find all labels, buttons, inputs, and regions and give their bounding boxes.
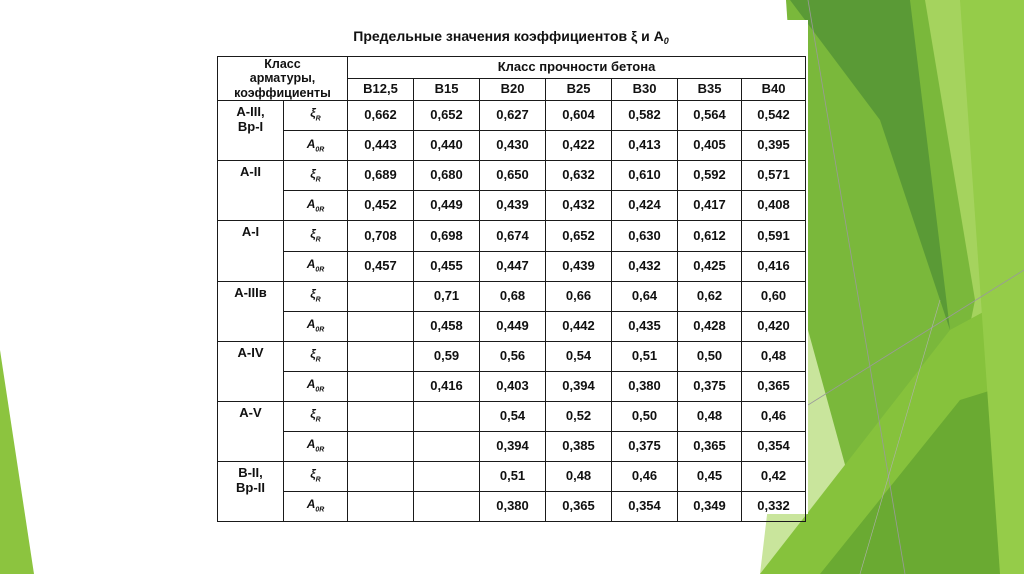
value-cell: 0,365	[678, 431, 742, 461]
reinforcement-class-label: A-IIIв	[234, 284, 267, 300]
header-left-line: Класс	[264, 57, 301, 71]
value-cell	[414, 431, 480, 461]
coef-xi-label-symbol: ξ	[310, 467, 316, 482]
value-cell: 0,332	[742, 492, 806, 522]
reinforcement-class-cell	[218, 101, 284, 161]
coef-xi-label-symbol: ξ	[310, 286, 316, 301]
value-cell: 0,48	[546, 462, 612, 492]
value-cell: 0,420	[742, 311, 806, 341]
table-row	[218, 101, 806, 131]
value-cell: 0,365	[546, 492, 612, 522]
coef-a-label-symbol: A	[306, 256, 316, 271]
coef-xi-label-subscript: R	[315, 236, 321, 244]
table-row	[218, 131, 806, 161]
table-row	[218, 251, 806, 281]
value-cell	[348, 371, 414, 401]
value-cell: 0,60	[742, 281, 806, 311]
concrete-class-header: B15	[414, 79, 480, 101]
reinforcement-class-label: A-II	[240, 164, 261, 180]
value-cell: 0,630	[612, 221, 678, 251]
value-cell: 0,432	[612, 251, 678, 281]
value-cell: 0,591	[742, 221, 806, 251]
value-cell: 0,64	[612, 281, 678, 311]
table-row	[218, 371, 806, 401]
header-reinforcement-class	[218, 57, 348, 101]
concrete-class-header: B40	[742, 79, 806, 101]
table-row	[218, 492, 806, 522]
coef-xi-label-subscript: R	[315, 416, 321, 424]
table-row	[218, 191, 806, 221]
value-cell: 0,442	[546, 311, 612, 341]
value-cell	[348, 492, 414, 522]
coef-xi-label-subscript: R	[315, 115, 321, 123]
value-cell: 0,674	[480, 221, 546, 251]
table-row	[218, 341, 806, 371]
table-row	[218, 311, 806, 341]
coef-xi-label-subscript: R	[315, 476, 321, 484]
value-cell	[348, 311, 414, 341]
coef-a-label-subscript: 0R	[315, 266, 325, 274]
coef-xi-label	[284, 101, 348, 131]
reinforcement-class-cell	[218, 341, 284, 401]
value-cell: 0,447	[480, 251, 546, 281]
value-cell: 0,408	[742, 191, 806, 221]
reinforcement-class-cell	[218, 281, 284, 341]
value-cell: 0,394	[480, 431, 546, 461]
value-cell: 0,385	[546, 431, 612, 461]
coef-a-label-subscript: 0R	[315, 145, 325, 153]
coef-xi-label-symbol: ξ	[310, 347, 316, 362]
concrete-class-header: B25	[546, 79, 612, 101]
value-cell: 0,380	[612, 371, 678, 401]
table-row	[218, 431, 806, 461]
value-cell: 0,375	[678, 371, 742, 401]
value-cell: 0,51	[612, 341, 678, 371]
value-cell: 0,50	[612, 401, 678, 431]
value-cell: 0,632	[546, 161, 612, 191]
value-cell: 0,54	[480, 401, 546, 431]
coef-a-label-symbol: A	[306, 196, 316, 211]
coef-xi-label	[284, 341, 348, 371]
value-cell: 0,365	[742, 371, 806, 401]
reinforcement-class-cell	[218, 161, 284, 221]
header-left-line: коэффициенты	[234, 85, 331, 100]
value-cell	[348, 431, 414, 461]
value-cell: 0,66	[546, 281, 612, 311]
value-cell: 0,652	[414, 101, 480, 131]
value-cell: 0,564	[678, 101, 742, 131]
value-cell: 0,68	[480, 281, 546, 311]
value-cell: 0,375	[612, 431, 678, 461]
value-cell: 0,449	[480, 311, 546, 341]
reinforcement-class-label: A-V	[239, 404, 262, 420]
coef-a-label	[284, 251, 348, 281]
value-cell: 0,416	[742, 251, 806, 281]
value-cell: 0,430	[480, 131, 546, 161]
value-cell	[348, 462, 414, 492]
value-cell: 0,54	[546, 341, 612, 371]
value-cell: 0,354	[612, 492, 678, 522]
value-cell: 0,425	[678, 251, 742, 281]
value-cell: 0,417	[678, 191, 742, 221]
table-title-text: Предельные значения коэффициентов ξ и A	[353, 28, 664, 44]
value-cell	[414, 492, 480, 522]
table-row	[218, 161, 806, 191]
value-cell: 0,51	[480, 462, 546, 492]
value-cell: 0,650	[480, 161, 546, 191]
value-cell: 0,571	[742, 161, 806, 191]
coef-a-label	[284, 431, 348, 461]
value-cell: 0,662	[348, 101, 414, 131]
coef-a-label	[284, 311, 348, 341]
value-cell: 0,698	[414, 221, 480, 251]
reinforcement-class-cell	[218, 401, 284, 461]
table-row	[218, 281, 806, 311]
value-cell	[414, 462, 480, 492]
coef-xi-label	[284, 401, 348, 431]
value-cell: 0,612	[678, 221, 742, 251]
coef-a-label-symbol: A	[306, 136, 316, 151]
coef-a-label-symbol: A	[306, 437, 316, 452]
coef-xi-label-subscript: R	[315, 356, 321, 364]
value-cell: 0,52	[546, 401, 612, 431]
value-cell: 0,443	[348, 131, 414, 161]
coef-a-label	[284, 492, 348, 522]
table-row	[218, 462, 806, 492]
value-cell: 0,449	[414, 191, 480, 221]
header-left-line: арматуры,	[249, 71, 316, 86]
table-row	[218, 221, 806, 251]
concrete-class-header: B30	[612, 79, 678, 101]
value-cell	[348, 341, 414, 371]
coef-a-label-subscript: 0R	[315, 386, 325, 394]
value-cell: 0,59	[414, 341, 480, 371]
coef-xi-label	[284, 221, 348, 251]
header-concrete-strength: Класс прочности бетона	[348, 57, 806, 79]
value-cell: 0,395	[742, 131, 806, 161]
reinforcement-class-label: A-IV	[237, 344, 264, 360]
value-cell: 0,413	[612, 131, 678, 161]
value-cell: 0,48	[678, 401, 742, 431]
coef-xi-label-subscript: R	[315, 175, 321, 183]
coef-a-label-subscript: 0R	[315, 326, 325, 334]
value-cell: 0,439	[480, 191, 546, 221]
coef-a-label-symbol: A	[306, 497, 316, 512]
reinforcement-class-cell	[218, 221, 284, 281]
value-cell: 0,45	[678, 462, 742, 492]
coef-xi-label-symbol: ξ	[310, 407, 316, 422]
value-cell	[348, 281, 414, 311]
value-cell: 0,432	[546, 191, 612, 221]
value-cell: 0,71	[414, 281, 480, 311]
coefficients-table	[217, 56, 806, 522]
value-cell: 0,403	[480, 371, 546, 401]
reinforcement-class-label: Bp-I	[237, 119, 264, 135]
value-cell: 0,424	[612, 191, 678, 221]
coef-xi-label	[284, 161, 348, 191]
reinforcement-class-label: A-III,	[236, 104, 265, 120]
coef-xi-label-symbol: ξ	[310, 106, 316, 121]
value-cell: 0,354	[742, 431, 806, 461]
value-cell: 0,582	[612, 101, 678, 131]
value-cell: 0,422	[546, 131, 612, 161]
coef-a-label-subscript: 0R	[315, 446, 325, 454]
coef-xi-label-symbol: ξ	[310, 226, 316, 241]
value-cell: 0,455	[414, 251, 480, 281]
value-cell: 0,604	[546, 101, 612, 131]
coef-xi-label-symbol: ξ	[310, 166, 316, 181]
value-cell: 0,46	[612, 462, 678, 492]
value-cell: 0,689	[348, 161, 414, 191]
reinforcement-class-label: A-I	[241, 224, 260, 240]
value-cell: 0,610	[612, 161, 678, 191]
value-cell: 0,56	[480, 341, 546, 371]
value-cell: 0,542	[742, 101, 806, 131]
value-cell: 0,627	[480, 101, 546, 131]
value-cell: 0,452	[348, 191, 414, 221]
coef-xi-label	[284, 281, 348, 311]
coef-a-label	[284, 371, 348, 401]
reinforcement-class-cell	[218, 462, 284, 522]
coef-a-label-subscript: 0R	[315, 206, 325, 214]
concrete-class-header: B20	[480, 79, 546, 101]
value-cell: 0,440	[414, 131, 480, 161]
value-cell: 0,435	[612, 311, 678, 341]
value-cell: 0,652	[546, 221, 612, 251]
coef-xi-label	[284, 462, 348, 492]
coef-a-label-symbol: A	[306, 377, 316, 392]
value-cell: 0,380	[480, 492, 546, 522]
concrete-class-header: B12,5	[348, 79, 414, 101]
value-cell: 0,680	[414, 161, 480, 191]
coef-a-label	[284, 191, 348, 221]
value-cell: 0,50	[678, 341, 742, 371]
value-cell: 0,458	[414, 311, 480, 341]
value-cell: 0,62	[678, 281, 742, 311]
decor-left-sliver	[0, 350, 34, 574]
coef-xi-label-subscript: R	[315, 296, 321, 304]
reinforcement-class-label: Bp-II	[236, 480, 265, 495]
value-cell: 0,394	[546, 371, 612, 401]
coef-a-label-subscript: 0R	[315, 506, 325, 514]
value-cell	[414, 401, 480, 431]
scanned-table-page	[214, 20, 808, 514]
value-cell: 0,416	[414, 371, 480, 401]
value-cell: 0,42	[742, 462, 806, 492]
value-cell: 0,428	[678, 311, 742, 341]
value-cell: 0,708	[348, 221, 414, 251]
value-cell	[348, 401, 414, 431]
concrete-class-header: B35	[678, 79, 742, 101]
value-cell: 0,405	[678, 131, 742, 161]
value-cell: 0,46	[742, 401, 806, 431]
value-cell: 0,439	[546, 251, 612, 281]
value-cell: 0,349	[678, 492, 742, 522]
value-cell: 0,592	[678, 161, 742, 191]
value-cell: 0,48	[742, 341, 806, 371]
header-row-1	[218, 57, 806, 79]
table-title	[214, 28, 808, 46]
table-row	[218, 401, 806, 431]
table-title-subscript: 0	[663, 36, 669, 46]
value-cell: 0,457	[348, 251, 414, 281]
coef-a-label-symbol: A	[306, 316, 316, 331]
coef-a-label	[284, 131, 348, 161]
reinforcement-class-label: B-II,	[238, 465, 263, 481]
